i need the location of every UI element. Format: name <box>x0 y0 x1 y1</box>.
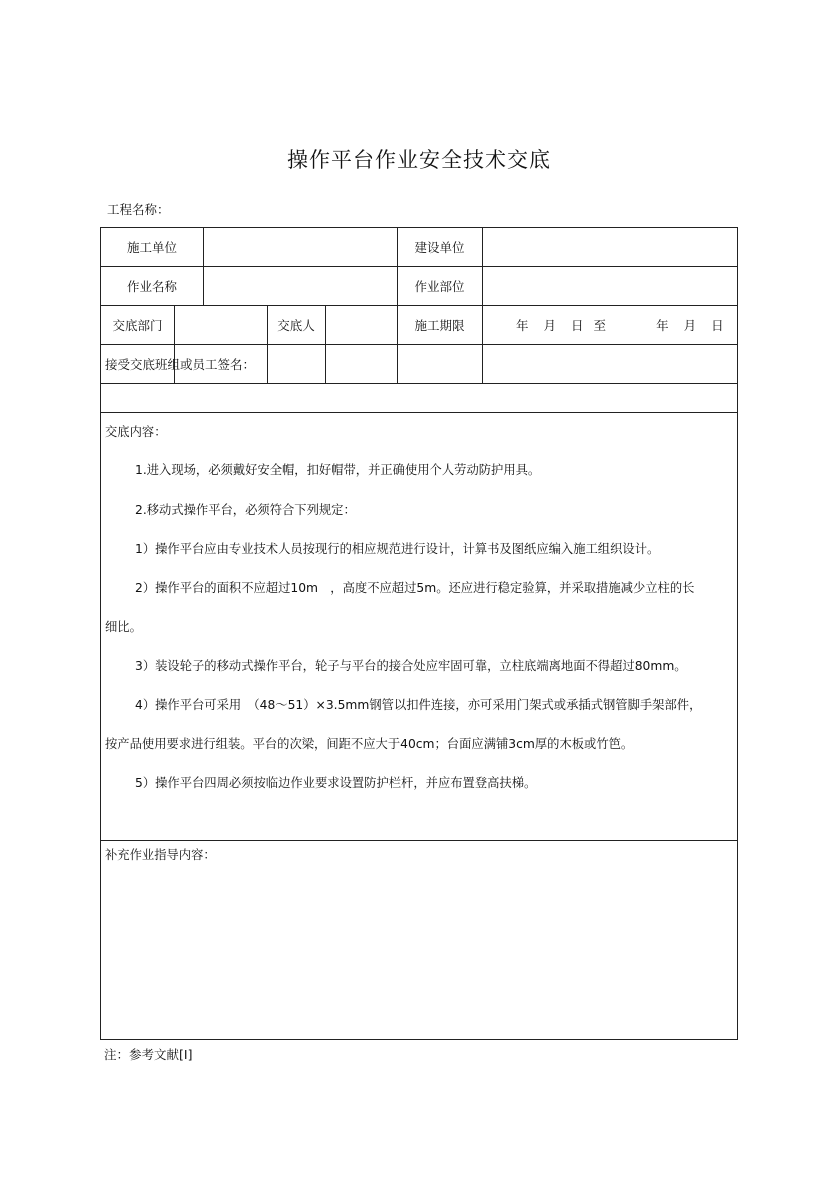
row-divider <box>101 412 737 413</box>
project-name-label: 工程名称： <box>107 202 170 217</box>
construction-unit-value[interactable] <box>204 228 397 266</box>
period-to: 至 <box>593 318 607 333</box>
content-paragraph-5: 3）装设轮子的移动式操作平台，轮子与平台的接合处应牢固可靠，立柱底端离地面不得超过80mm。 <box>135 659 687 673</box>
content-paragraph-2: 2.移动式操作平台，必须符合下列规定： <box>135 503 356 517</box>
reference-note: 注：参考文献[Ⅰ] <box>104 1047 193 1062</box>
handover-dept-value[interactable] <box>175 306 267 344</box>
handover-person-label: 交底人 <box>277 318 315 333</box>
content-paragraph-6-cont: 按产品使用要求进行组装。平台的次梁，间距不应大于40cm；台面应满铺3cm厚的木板或竹笆。 <box>105 737 634 751</box>
work-name-value[interactable] <box>204 267 397 305</box>
period-year-end: 年 <box>656 318 669 333</box>
builder-unit-label: 建设单位 <box>414 240 465 255</box>
content-paragraph-4-cont: 细比。 <box>105 620 142 634</box>
period-month-start: 月 <box>543 318 557 333</box>
content-paragraph-6: 4）操作平台可采用 （48～51）×3.5mm钢管以扣件连接，亦可采用门架式或承插式钢管脚手架部件， <box>135 698 702 712</box>
work-location-value[interactable] <box>483 267 737 305</box>
handover-person-value[interactable] <box>326 306 397 344</box>
content-paragraph-3: 1）操作平台应由专业技术人员按现行的相应规范进行设计，计算书及图纸应编入施工组织设计。 <box>135 542 660 556</box>
work-name-label: 作业名称 <box>126 279 177 294</box>
period-year-start: 年 <box>516 318 529 333</box>
period-value[interactable] <box>483 306 737 344</box>
handover-table <box>100 227 738 1040</box>
period-day-start: 日 <box>571 318 584 333</box>
content-label: 交底内容： <box>105 425 167 439</box>
content-paragraph-1: 1.进入现场，必须戴好安全帽，扣好帽带，并正确使用个人劳动防护用具。 <box>135 463 541 477</box>
supplement-field[interactable] <box>101 868 737 1038</box>
content-paragraph-7: 5）操作平台四周必须按临边作业要求设置防护栏杆，并应布置登高扶梯。 <box>135 776 537 790</box>
work-location-label: 作业部位 <box>414 279 465 294</box>
document-title: 操作平台作业安全技术交底 <box>287 148 551 172</box>
supplement-label: 补充作业指导内容： <box>105 848 216 862</box>
builder-unit-value[interactable] <box>483 228 737 266</box>
period-label: 施工期限 <box>414 318 465 333</box>
signature-field[interactable] <box>101 384 737 412</box>
period-day-end: 日 <box>711 318 724 333</box>
row-divider <box>101 840 737 841</box>
period-month-end: 月 <box>683 318 697 333</box>
signature-label: 接受交底班组或员工签名： <box>105 357 256 372</box>
construction-unit-label: 施工单位 <box>126 240 177 255</box>
handover-dept-label: 交底部门 <box>112 318 163 333</box>
content-paragraph-4: 2）操作平台的面积不应超过10m ，高度不应超过5m。还应进行稳定验算，并采取措施减少立柱的长 <box>135 581 695 595</box>
